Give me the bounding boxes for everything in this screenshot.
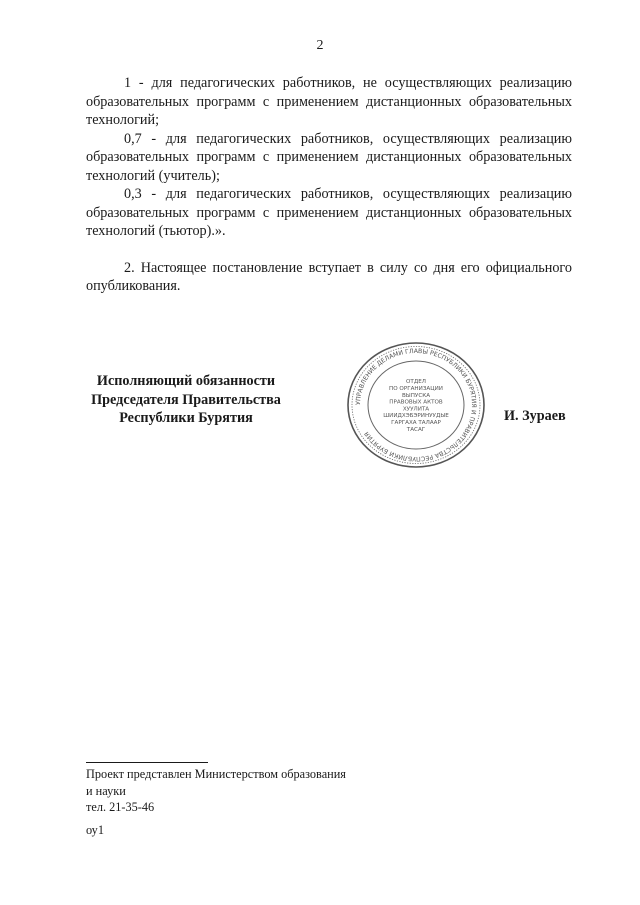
- seal-inner-line: ГАРГАХА ТАЛААР: [391, 420, 441, 426]
- signature-title-line: Исполняющий обязанности: [96, 373, 276, 389]
- seal-inner-line: ТАСАГ: [406, 426, 426, 433]
- signature-title: [76, 372, 296, 428]
- signature-title-line: Республики Бурятия: [119, 410, 253, 426]
- footnote-line: и науки: [86, 783, 126, 798]
- seal-inner-line: ШИИДХЭБЭРИНУУДЫЕ: [383, 413, 449, 420]
- paragraph-effective-date: 2. Настоящее постановление вступает в силу со дня его официального опубликования.: [86, 259, 572, 294]
- footnote-divider: [86, 762, 208, 763]
- footnote: [86, 766, 346, 838]
- page-number: 2: [316, 38, 324, 53]
- seal-inner-line: ВЫПУСКА: [401, 392, 431, 399]
- paragraph-coefficient-0-7: 0,7 - для педагогических работников, осуществляющих реализацию образовательных программ с применением дистанционных образовательных технологий (учитель);: [86, 130, 572, 184]
- paragraph-coefficient-0-3: 0,3 - для педагогических работников, осуществляющих реализацию образовательных программ с применением дистанционных образовательных технологий (тьютор).».: [86, 186, 572, 239]
- signer-name: И. Зураев: [504, 408, 566, 424]
- footnote-phone: тел. 21-35-46: [86, 800, 155, 814]
- seal-inner-line: ПО ОРГАНИЗАЦИИ: [389, 386, 443, 392]
- seal-inner-line: ХУУЛИТА: [402, 406, 430, 413]
- paragraph-coefficient-1: 1 - для педагогических работников, не осуществляющих реализацию образовательных программ с применением дистанционных образовательных технологий;: [86, 75, 572, 128]
- official-seal-stamp: [344, 340, 488, 470]
- signature-title-line: Председателя Правительства: [91, 391, 281, 408]
- footnote-line: Проект представлен Министерством образования: [86, 767, 346, 781]
- footnote-code: оу1: [86, 822, 104, 837]
- seal-inner-line: ОТДЕЛ: [406, 379, 426, 386]
- document-body: [86, 74, 572, 296]
- svg-text:УПРАВЛЕНИЕ ДЕЛАМИ ГЛАВЫ РЕСПУБ: УПРАВЛЕНИЕ ДЕЛАМИ ГЛАВЫ РЕСПУБЛИКИ БУРЯТИЯ И ПРАВИТЕЛЬСТВА РЕСПУБЛИКИ БУРЯТИЯ: [354, 347, 478, 463]
- seal-inner-line: ПРАВОВЫХ АКТОВ: [389, 399, 443, 406]
